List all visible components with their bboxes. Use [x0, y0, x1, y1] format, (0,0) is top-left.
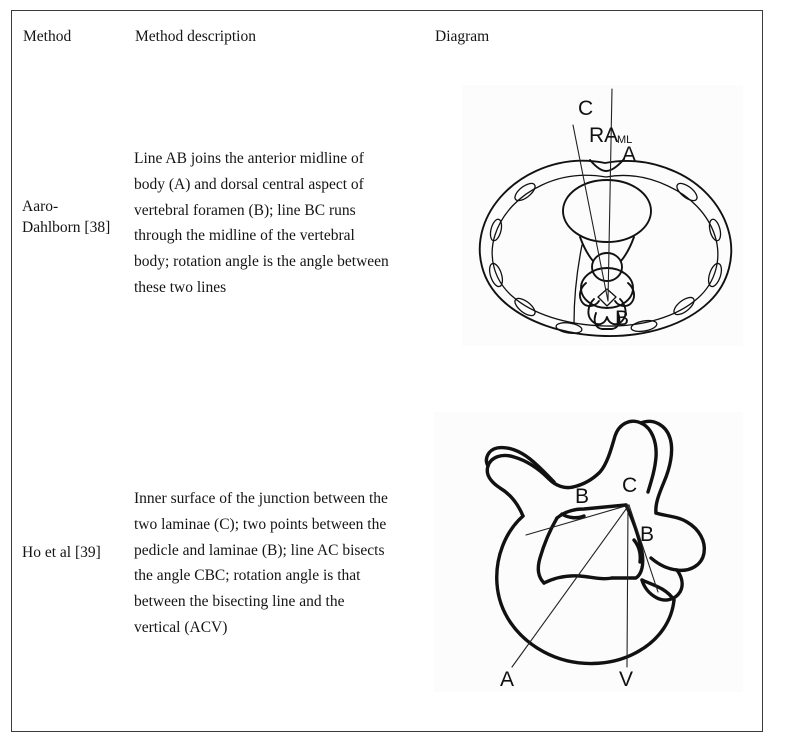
diagram2-label-b-left: B — [575, 485, 590, 508]
diagram1-label-ra: RA — [589, 124, 619, 147]
method-name-line-2: Dahlborn [38] — [22, 219, 111, 236]
table-row — [22, 542, 142, 563]
diagram1-label-c: C — [578, 97, 594, 120]
method-description-aaro-dahlborn — [134, 146, 434, 301]
description-line: vertical (ACV) — [134, 618, 228, 636]
method-name-line-1: Aaro- — [22, 198, 59, 215]
diagram-thoracic-vertebra-axial-cross-section — [462, 85, 743, 346]
diagram-lumbar-vertebra-axial-view — [434, 412, 743, 692]
description-line: through the midline of the vertebral — [134, 227, 355, 245]
description-line: these two lines — [134, 278, 227, 296]
column-header-method: Method — [23, 28, 72, 45]
description-line: the angle CBC; rotation angle is that — [134, 567, 361, 585]
diagram1-label-ra-subscript: ML — [617, 134, 633, 146]
diagram1-label-b: B — [615, 307, 630, 330]
table-row — [22, 196, 142, 238]
column-header-description: Method description — [135, 28, 256, 45]
diagram1-label-a: A — [622, 143, 637, 166]
table-header-row — [12, 27, 764, 67]
column-header-diagram: Diagram — [435, 28, 490, 45]
method-description-ho-et-al — [134, 486, 434, 641]
diagram2-label-c: C — [622, 474, 638, 497]
description-line: Line AB joins the anterior midline of — [134, 150, 364, 167]
method-name-line-1: Ho et al [39] — [22, 544, 101, 561]
description-line: vertebral foramen (B); line BC runs — [134, 201, 356, 219]
diagram2-label-b-right: B — [640, 523, 655, 546]
description-line: body; rotation angle is the angle between — [134, 253, 389, 271]
description-line: pedicle and laminae (B); line AC bisects — [134, 541, 385, 559]
description-line: Inner surface of the junction between the — [134, 490, 388, 507]
description-line: two laminae (C); two points between the — [134, 515, 387, 533]
diagram2-label-a: A — [500, 668, 515, 691]
description-line: between the bisecting line and the — [134, 593, 345, 611]
description-line: body (A) and dorsal central aspect of — [134, 175, 364, 193]
diagram2-label-v: V — [619, 668, 634, 691]
